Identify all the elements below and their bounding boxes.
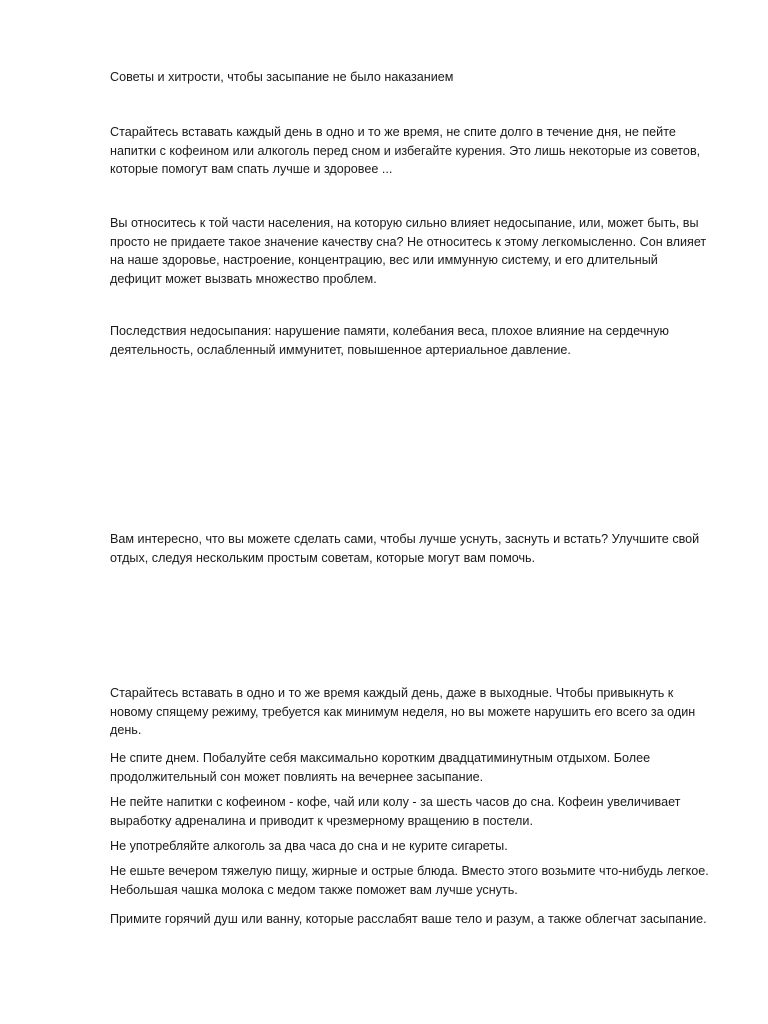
tip-paragraph: Примите горячий душ или ванну, которые расслабят ваше тело и разум, а также облегчат засыпание. [110,912,707,926]
tip-paragraph: Не ешьте вечером тяжелую пищу, жирные и острые блюда. Вместо этого возьмите что-нибудь легкое. Небольшая чашка молока с медом также поможет вам лучше уснуть. [110,864,709,897]
tip-paragraph: Не употребляйте алкоголь за два часа до сна и не курите сигареты. [110,839,508,853]
tip-paragraph: Не спите днем. Побалуйте себя максимально коротким двадцатиминутным отдыхом. Более продолжительный сон может повлиять на вечернее засыпание. [110,751,651,784]
tip-paragraph: Старайтесь вставать в одно и то же время каждый день, даже в выходные. Чтобы привыкнуть к новому спящему режиму, требуется как минимум неделя, но вы можете нарушить его всего за один день. [110,686,696,737]
tip-paragraph: Не пейте напитки с кофеином - кофе, чай или колу - за шесть часов до сна. Кофеин увеличивает выработку адреналина и приводит к чрезмерному вращению в постели. [110,795,681,828]
document-title: Советы и хитрости, чтобы засыпание не было наказанием [110,70,454,84]
body-paragraph: Вы относитесь к той части населения, на которую сильно влияет недосыпание, или, может быть, вы просто не придаете такое значение качеству сна? Не относитесь к этому легкомысленно. Сон влияет на наше здоровье, настроение, концентрацию, вес или иммунную систему, и его длительный дефицит может вызвать множество проблем. [110,216,707,286]
body-paragraph: Вам интересно, что вы можете сделать сами, чтобы лучше уснуть, заснуть и встать? Улучшите свой отдых, следуя нескольким простым советам, которые могут вам помочь. [110,532,700,565]
body-paragraph: Последствия недосыпания: нарушение памяти, колебания веса, плохое влияние на сердечную деятельность, ослабленный иммунитет, повышенное артериальное давление. [110,324,669,357]
intro-paragraph: Старайтесь вставать каждый день в одно и то же время, не спите долго в течение дня, не пейте напитки с кофеином или алкоголь перед сном и избегайте курения. Это лишь некоторые из советов, которые помогут вам спать лучше и здоровее ... [110,125,701,176]
